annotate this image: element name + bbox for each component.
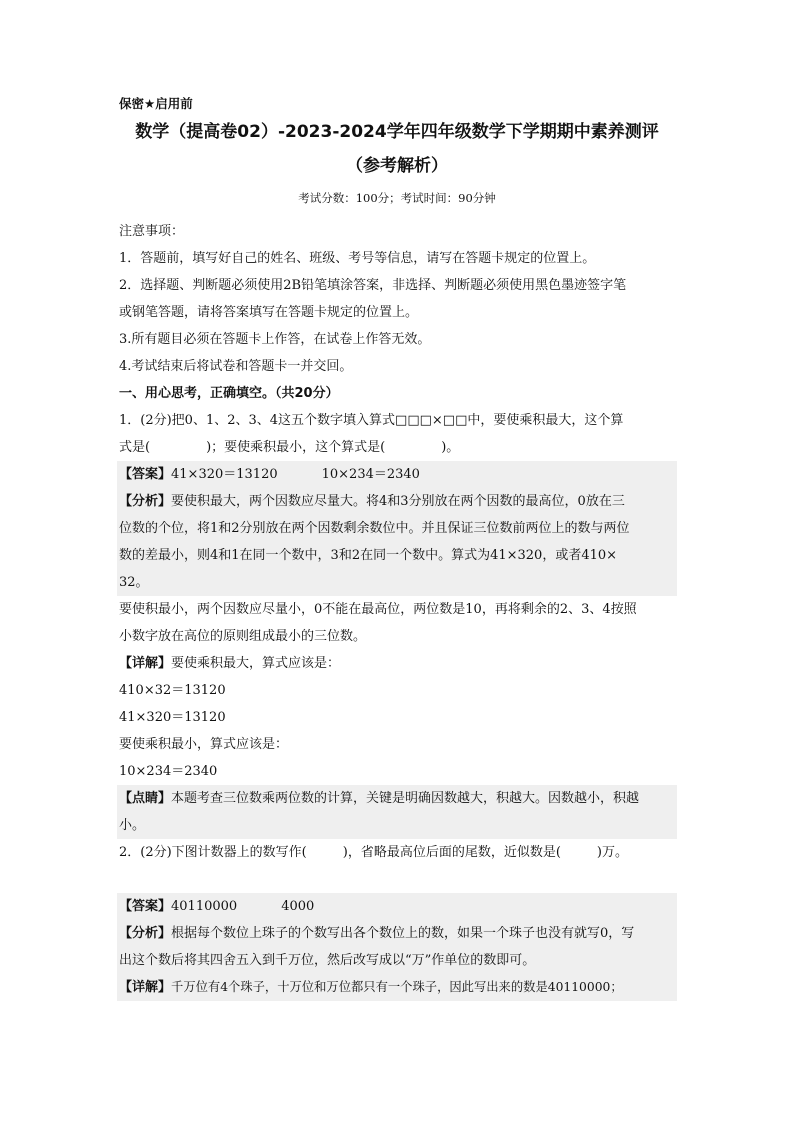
document-title: 数学（提高卷02）-2023-2024学年四年级数学下学期期中素养测评 [135,122,659,142]
detail-label: 【详解】 [119,656,172,671]
question-1-stem: 1．(2分)把0、1、2、3、4这五个数字填入算式□□□×□□中，要使乘积最大，这个算 [119,413,624,428]
detail-label: 【详解】 [119,980,172,995]
q1-stem-prefix: 式是( [119,440,151,455]
analysis-label: 【分析】 [119,926,172,941]
q2-stem-prefix: 2．(2分)下图计数器上的数写作( [119,845,307,860]
q1-stem-mid: )；要使乘积最小，这个算式是( [206,440,386,455]
notes-heading: 注意事项： [119,224,185,239]
detail-text: 要使乘积最大，算式应该是： [171,656,341,671]
answer-value: 10×234＝2340 [321,467,420,482]
analysis-text: 要使积最小，两个因数应尽量小，0不能在最高位，两位数是10，再将剩余的2、3、4按照 [119,602,637,617]
exam-info: 考试分数：100分；考试时间：90分钟 [298,191,496,205]
answer-value: 4000 [281,899,315,914]
point-text: 本题考查三位数乘两位数的计算，关键是明确因数越大，积越大。因数越小，积越 [171,791,640,806]
detail-text: 410×32＝13120 [119,683,226,698]
q2-answer [119,893,675,920]
q1-answer-block [117,461,677,596]
answer-label: 【答案】 [119,467,172,482]
q1-point [119,785,675,812]
analysis-text: 出这个数后将其四舍五入到千万位，然后改写成以“万”作单位的数即可。 [119,953,536,968]
analysis-label: 【分析】 [119,494,172,509]
detail-text: 要使乘积最小，算式应该是： [119,737,289,752]
document-content [119,96,675,1001]
analysis-text: 要使积最大，两个因数应尽量大。将4和3分别放在两个因数的最高位，0放在三 [171,494,625,509]
q2-analysis [119,920,675,947]
answer-value: 41×320＝13120 [171,467,278,482]
note-item: 4.考试结束后将试卷和答题卡一并交回。 [119,359,353,374]
analysis-text: 根据每个数位上珠子的个数写出各个数位上的数，如果一个珠子也没有就写0，写 [171,926,635,941]
confidential-label: 保密★启用前 [119,96,193,111]
q1-detail [119,650,675,677]
q1-stem-suffix: )。 [441,440,460,455]
q2-answer-block [117,893,677,1001]
note-item: 1．答题前，填写好自己的姓名、班级、考号等信息，请写在答题卡规定的位置上。 [119,251,596,266]
analysis-text: 小数字放在高位的原则组成最小的三位数。 [119,629,367,644]
detail-text: 千万位有4个珠子，十万位和万位都只有一个珠子，因此写出来的数是40110000； [171,980,623,994]
point-text: 小。 [119,818,146,833]
analysis-text: 位数的个位，将1和2分别放在两个因数剩余数位中。并且保证三位数前两位上的数与两位 [119,521,630,536]
note-item: 3.所有题目必须在答题卡上作答，在试卷上作答无效。 [119,332,431,347]
note-item: 或钢笔答题，请将答案填写在答题卡规定的位置上。 [119,305,419,320]
detail-text: 41×320＝13120 [119,710,226,725]
document-subtitle: （参考解析） [346,156,448,176]
section-heading: 一、用心思考，正确填空。（共20分） [119,386,339,401]
question-1-stem-line2 [119,434,675,461]
q2-stem-mid: )，省略最高位后面的尾数，近似数是( [342,845,561,860]
q1-point-block [117,785,677,839]
answer-label: 【答案】 [119,899,172,914]
q1-answer [119,461,675,488]
q1-analysis [119,488,675,515]
analysis-text: 数的差最小，则4和1在同一个数中，3和2在同一个数中。算式为41×320，或者410× [119,548,618,563]
q2-detail [119,974,675,1001]
analysis-text: 32。 [119,575,149,590]
detail-text: 10×234＝2340 [119,764,218,779]
question-2-stem [119,839,675,866]
answer-value: 40110000 [171,899,238,914]
q2-stem-suffix: )万。 [596,845,628,860]
point-label: 【点睛】 [119,791,172,806]
note-item: 2．选择题、判断题必须使用2B铅笔填涂答案，非选择、判断题必须使用黑色墨迹签字笔 [119,278,627,293]
